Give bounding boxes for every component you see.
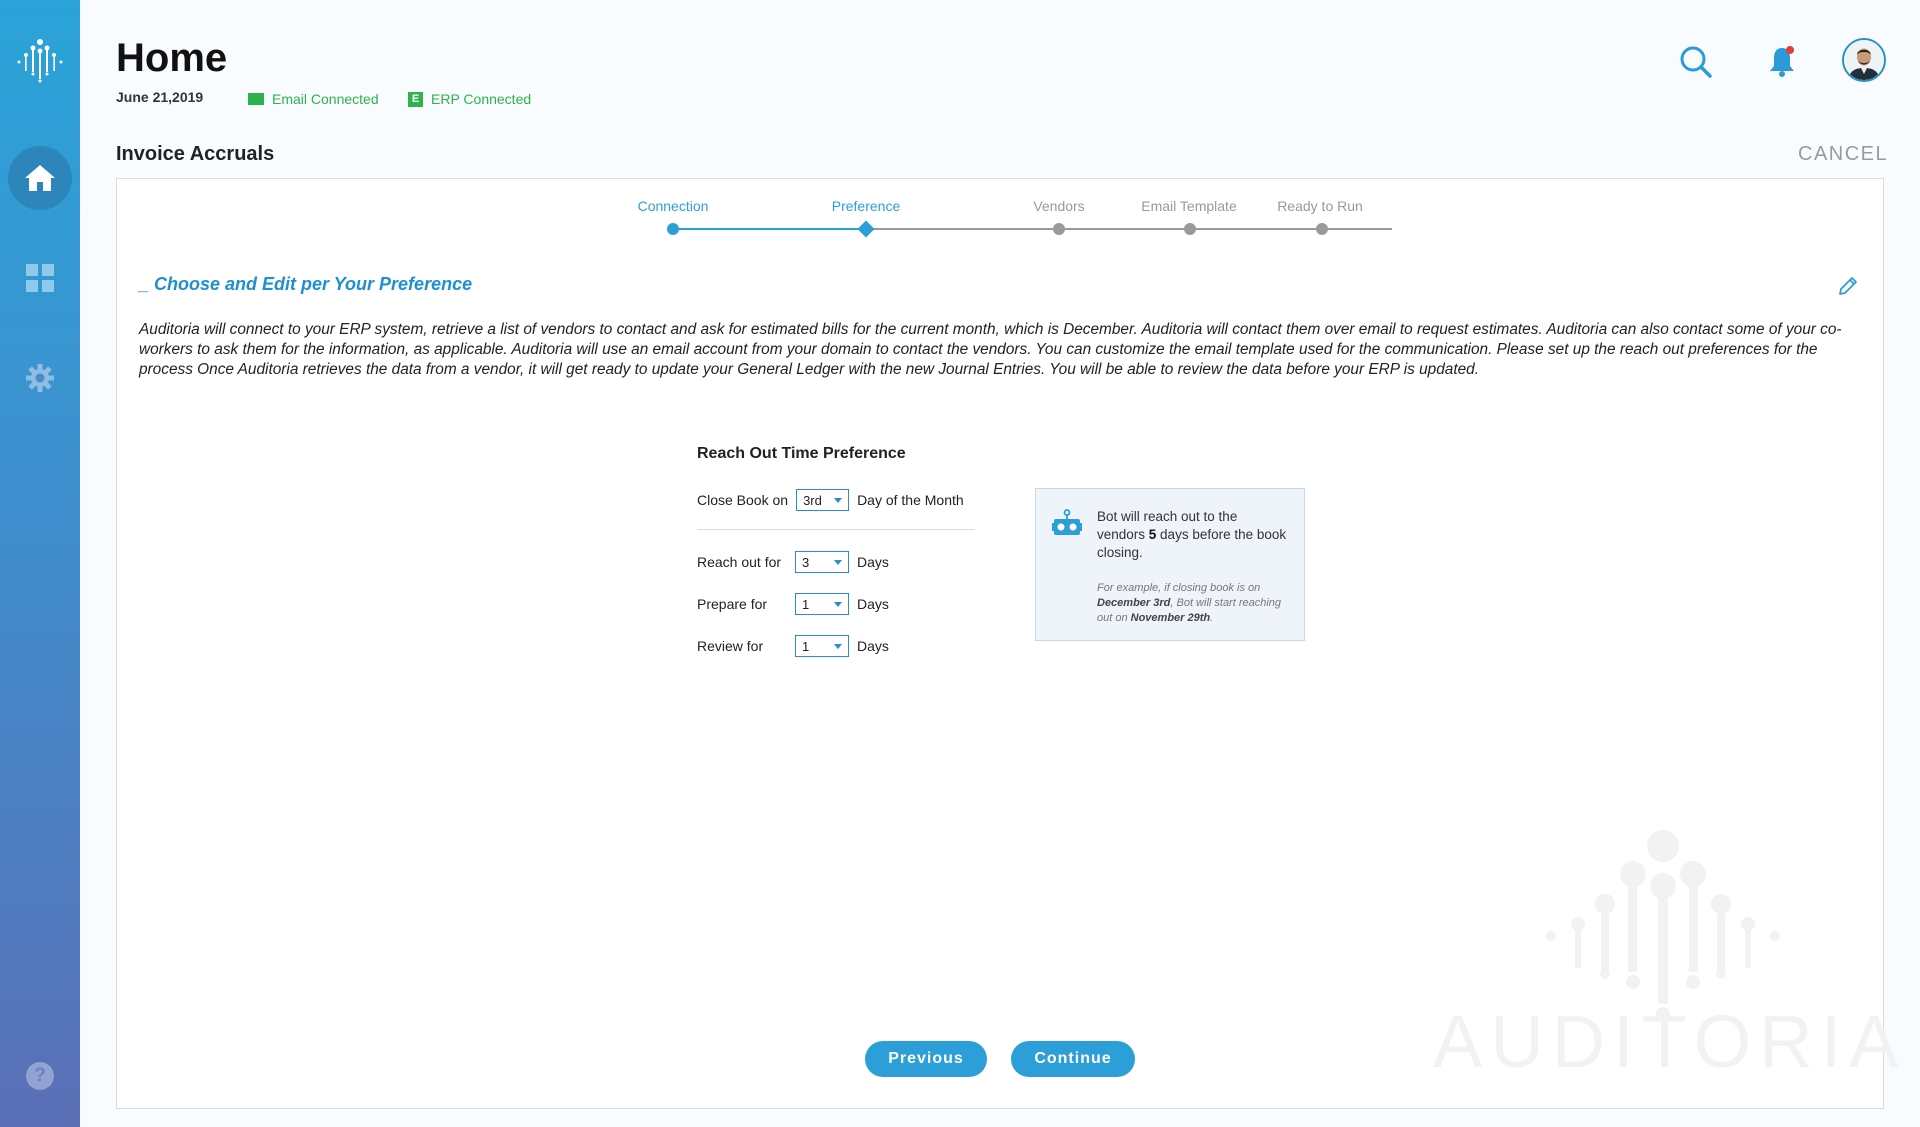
- stepper-line-pending: [866, 228, 1392, 230]
- edit-button[interactable]: [1837, 275, 1859, 297]
- bot-info-days: 5: [1148, 527, 1157, 542]
- progress-stepper: [117, 179, 1883, 249]
- prepare-label: Prepare for: [697, 596, 768, 612]
- erp-status-label: ERP Connected: [431, 91, 532, 107]
- prepare-days-value: 1: [802, 596, 810, 612]
- notifications-button[interactable]: [1766, 44, 1798, 80]
- cancel-button[interactable]: CANCEL: [1798, 143, 1889, 165]
- step-label-vendors[interactable]: Vendors: [1033, 198, 1085, 214]
- search-icon: [1679, 45, 1713, 79]
- chevron-down-icon: [834, 644, 842, 649]
- envelope-icon: [248, 93, 264, 105]
- close-book-row: [697, 489, 964, 511]
- wizard-panel: [116, 178, 1907, 1109]
- reach-out-unit: Days: [857, 554, 889, 570]
- grid-icon: [26, 264, 54, 292]
- step-label-email-template[interactable]: Email Template: [1141, 198, 1237, 214]
- close-book-suffix: Day of the Month: [857, 492, 964, 508]
- watermark-text: AUDITORIA: [1433, 1000, 1907, 1083]
- auditoria-watermark: [1433, 824, 1907, 1084]
- chevron-down-icon: [834, 602, 842, 607]
- reach-out-row: [697, 551, 889, 573]
- pencil-icon: [1837, 275, 1859, 297]
- step-dot-connection[interactable]: [667, 223, 679, 235]
- user-icon: [1844, 40, 1884, 80]
- chevron-down-icon: [834, 498, 842, 503]
- stepper-line-complete: [673, 228, 866, 230]
- email-connected-status: [248, 91, 379, 107]
- sidebar-item-home[interactable]: [8, 146, 72, 210]
- example-text-b: , Bot will start reaching out on: [1097, 597, 1282, 624]
- bell-icon: [1767, 45, 1797, 79]
- close-book-day-select[interactable]: [796, 489, 849, 511]
- watermark-logo-icon: [1433, 824, 1893, 1024]
- bot-info-box: [1035, 488, 1305, 641]
- prepare-days-select[interactable]: [795, 593, 849, 615]
- example-text-c: .: [1210, 612, 1214, 624]
- prepare-unit: Days: [857, 596, 889, 612]
- reach-out-days-select[interactable]: [795, 551, 849, 573]
- step-dot-preference[interactable]: [858, 221, 875, 238]
- gear-icon: [25, 363, 55, 393]
- erp-icon: E: [408, 92, 423, 107]
- step-dot-email-template[interactable]: [1184, 223, 1196, 235]
- review-row: [697, 635, 889, 657]
- erp-connected-status: [408, 91, 531, 107]
- page-title: Home: [116, 36, 228, 80]
- user-avatar[interactable]: [1842, 38, 1886, 82]
- sidebar-item-settings[interactable]: [22, 360, 58, 396]
- robot-icon: [1052, 509, 1082, 539]
- reach-out-preference-title: Reach Out Time Preference: [697, 445, 906, 462]
- auditoria-logo-icon[interactable]: [12, 36, 68, 84]
- step-label-preference[interactable]: Preference: [831, 198, 901, 214]
- continue-button[interactable]: Continue: [1011, 1041, 1135, 1077]
- home-icon: [23, 163, 57, 193]
- sidebar-item-apps[interactable]: [22, 260, 58, 296]
- review-label: Review for: [697, 638, 764, 654]
- reach-out-days-value: 3: [802, 554, 810, 570]
- example-start-date: November 29th: [1130, 612, 1211, 624]
- page-date: June 21,2019: [116, 89, 204, 105]
- previous-button[interactable]: Previous: [865, 1041, 987, 1077]
- close-book-day-value: 3rd: [803, 492, 822, 508]
- section-title: Invoice Accruals: [116, 143, 275, 165]
- form-divider: [697, 529, 975, 530]
- sidebar: [0, 0, 80, 1127]
- email-status-label: Email Connected: [272, 91, 379, 107]
- review-unit: Days: [857, 638, 889, 654]
- chevron-down-icon: [834, 560, 842, 565]
- example-close-date: December 3rd: [1097, 597, 1171, 609]
- preference-description: Auditoria will connect to your ERP system, retrieve a list of vendors to contact and ask for estimated bills for the current month, which is December. Auditoria will contact them over email to request estimates. Auditoria can also contact some of your co-workers to ask them for the information, as applicable. Auditoria will use an email account from your domain to contact the vendors. You can customize the email template used for the communication. Please set up the reach out preferences for the process Once Auditoria retrieves the data from a vendor, it will get ready to update your General Ledger with the new Journal Entries. You will be able to review the data before your ERP is updated.: [139, 321, 1842, 378]
- help-icon[interactable]: ?: [26, 1062, 54, 1090]
- bot-info-text-a: Bot will reach out to the vendors: [1097, 509, 1238, 542]
- bot-info-message: [1097, 508, 1287, 562]
- preference-heading[interactable]: _ Choose and Edit per Your Preference: [139, 274, 473, 294]
- prepare-row: [697, 593, 889, 615]
- bot-info-example: [1097, 581, 1293, 626]
- step-label-ready-to-run[interactable]: Ready to Run: [1277, 198, 1363, 214]
- step-dot-ready-to-run[interactable]: [1316, 223, 1328, 235]
- search-button[interactable]: [1678, 44, 1714, 80]
- bot-info-text-b: days before the book closing.: [1097, 527, 1287, 560]
- review-days-value: 1: [802, 638, 810, 654]
- close-book-label: Close Book on: [697, 492, 789, 508]
- reach-out-label: Reach out for: [697, 554, 782, 570]
- review-days-select[interactable]: [795, 635, 849, 657]
- example-text-a: For example, if closing book is on: [1097, 582, 1261, 594]
- step-dot-vendors[interactable]: [1053, 223, 1065, 235]
- step-label-connection[interactable]: Connection: [637, 198, 709, 214]
